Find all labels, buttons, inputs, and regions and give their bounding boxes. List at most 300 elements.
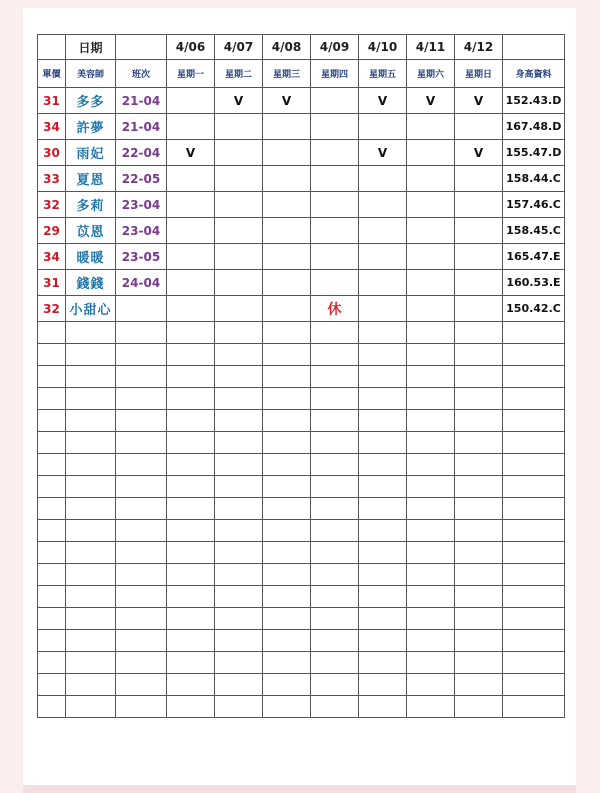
height-info-cell: 150.42.C <box>503 296 565 322</box>
empty-cell <box>311 366 359 388</box>
empty-cell <box>407 608 455 630</box>
empty-cell <box>503 630 565 652</box>
date-label: 日期 <box>66 35 116 60</box>
blank-info-date-cell <box>503 35 565 60</box>
empty-cell <box>167 520 215 542</box>
empty-cell <box>311 696 359 718</box>
day-mark-cell <box>215 296 263 322</box>
empty-cell <box>503 388 565 410</box>
price-cell: 29 <box>38 218 66 244</box>
day-mark-cell: V <box>455 88 503 114</box>
price-cell: 34 <box>38 114 66 140</box>
date-header-row <box>38 35 565 60</box>
empty-cell <box>38 344 66 366</box>
empty-cell <box>215 388 263 410</box>
stylist-name-cell: 夏恩 <box>66 166 116 192</box>
empty-cell <box>455 586 503 608</box>
empty-cell <box>311 410 359 432</box>
class-cell: 22-04 <box>116 140 167 166</box>
empty-cell <box>263 520 311 542</box>
price-cell: 34 <box>38 244 66 270</box>
empty-cell <box>455 630 503 652</box>
stylist-name-cell: 許夢 <box>66 114 116 140</box>
stylist-name-cell: 小甜心 <box>66 296 116 322</box>
empty-cell <box>503 696 565 718</box>
empty-cell <box>455 344 503 366</box>
empty-row <box>38 652 565 674</box>
empty-cell <box>455 454 503 476</box>
price-cell: 31 <box>38 270 66 296</box>
empty-cell <box>311 542 359 564</box>
height-info-cell: 165.47.E <box>503 244 565 270</box>
table-row <box>38 88 565 114</box>
empty-cell <box>311 520 359 542</box>
empty-cell <box>263 366 311 388</box>
day-mark-cell <box>455 244 503 270</box>
empty-row <box>38 608 565 630</box>
empty-cell <box>359 674 407 696</box>
day-mark-cell <box>215 192 263 218</box>
day-mark-cell <box>263 192 311 218</box>
day-mark-cell <box>407 218 455 244</box>
blank-class-date-cell <box>116 35 167 60</box>
day-mark-cell <box>311 192 359 218</box>
day-mark-cell <box>215 140 263 166</box>
height-info-cell: 155.47.D <box>503 140 565 166</box>
empty-cell <box>503 520 565 542</box>
height-info-cell: 157.46.C <box>503 192 565 218</box>
height-info-cell: 167.48.D <box>503 114 565 140</box>
empty-cell <box>38 432 66 454</box>
empty-cell <box>263 388 311 410</box>
price-cell: 31 <box>38 88 66 114</box>
empty-cell <box>455 696 503 718</box>
class-header: 班次 <box>116 60 167 88</box>
empty-cell <box>359 652 407 674</box>
day-mark-cell <box>311 244 359 270</box>
stylist-name-cell: 多多 <box>66 88 116 114</box>
class-cell: 21-04 <box>116 88 167 114</box>
weekday-header: 星期五 <box>359 60 407 88</box>
empty-cell <box>503 432 565 454</box>
empty-cell <box>167 652 215 674</box>
empty-cell <box>167 410 215 432</box>
weekday-header: 星期二 <box>215 60 263 88</box>
day-mark-cell <box>455 296 503 322</box>
empty-cell <box>38 586 66 608</box>
empty-cell <box>116 520 167 542</box>
empty-cell <box>66 696 116 718</box>
day-mark-cell <box>167 192 215 218</box>
empty-cell <box>263 564 311 586</box>
empty-row <box>38 344 565 366</box>
empty-cell <box>503 542 565 564</box>
empty-cell <box>215 696 263 718</box>
empty-cell <box>311 344 359 366</box>
day-mark-cell <box>167 88 215 114</box>
day-mark-cell: V <box>359 88 407 114</box>
empty-cell <box>38 564 66 586</box>
empty-cell <box>407 388 455 410</box>
empty-cell <box>503 344 565 366</box>
day-mark-cell <box>167 218 215 244</box>
empty-cell <box>503 498 565 520</box>
empty-row <box>38 454 565 476</box>
empty-row <box>38 322 565 344</box>
empty-cell <box>215 454 263 476</box>
empty-cell <box>38 322 66 344</box>
table-row <box>38 192 565 218</box>
empty-cell <box>38 608 66 630</box>
day-mark-cell <box>407 296 455 322</box>
empty-cell <box>66 674 116 696</box>
empty-cell <box>311 564 359 586</box>
date-cell: 4/09 <box>311 35 359 60</box>
empty-cell <box>359 564 407 586</box>
empty-cell <box>407 454 455 476</box>
blank-corner-cell <box>38 35 66 60</box>
empty-cell <box>359 630 407 652</box>
day-mark-cell: V <box>455 140 503 166</box>
empty-cell <box>263 454 311 476</box>
empty-row <box>38 674 565 696</box>
date-cell: 4/07 <box>215 35 263 60</box>
empty-cell <box>116 630 167 652</box>
table-row <box>38 114 565 140</box>
empty-cell <box>407 696 455 718</box>
empty-cell <box>455 564 503 586</box>
table-row <box>38 244 565 270</box>
empty-cell <box>311 432 359 454</box>
empty-cell <box>455 410 503 432</box>
empty-cell <box>116 410 167 432</box>
day-mark-cell <box>311 114 359 140</box>
empty-cell <box>66 542 116 564</box>
empty-cell <box>66 476 116 498</box>
date-cell-saturday: 4/11 <box>407 35 455 60</box>
day-mark-cell <box>263 166 311 192</box>
empty-row <box>38 542 565 564</box>
empty-cell <box>167 366 215 388</box>
empty-cell <box>215 652 263 674</box>
class-cell: 23-04 <box>116 192 167 218</box>
empty-cell <box>455 366 503 388</box>
empty-cell <box>455 322 503 344</box>
empty-cell <box>167 322 215 344</box>
empty-cell <box>359 608 407 630</box>
empty-cell <box>263 630 311 652</box>
empty-cell <box>116 498 167 520</box>
empty-cell <box>455 388 503 410</box>
day-mark-cell <box>263 114 311 140</box>
day-mark-cell <box>311 166 359 192</box>
empty-cell <box>359 520 407 542</box>
empty-cell <box>359 454 407 476</box>
empty-cell <box>167 696 215 718</box>
empty-cell <box>116 476 167 498</box>
day-mark-cell <box>407 140 455 166</box>
day-mark-cell <box>167 296 215 322</box>
empty-cell <box>503 564 565 586</box>
height-info-cell: 160.53.E <box>503 270 565 296</box>
class-cell: 21-04 <box>116 114 167 140</box>
empty-cell <box>263 696 311 718</box>
day-mark-cell <box>167 166 215 192</box>
empty-cell <box>455 432 503 454</box>
empty-cell <box>263 410 311 432</box>
day-mark-cell <box>263 270 311 296</box>
empty-cell <box>263 476 311 498</box>
empty-cell <box>407 476 455 498</box>
empty-cell <box>311 498 359 520</box>
empty-cell <box>455 498 503 520</box>
rest-day-cell: 休 <box>311 296 359 322</box>
empty-cell <box>407 542 455 564</box>
date-cell: 4/06 <box>167 35 215 60</box>
stylist-name-cell: 苡恩 <box>66 218 116 244</box>
day-mark-cell <box>311 140 359 166</box>
day-mark-cell: V <box>215 88 263 114</box>
weekday-header: 星期四 <box>311 60 359 88</box>
empty-cell <box>359 344 407 366</box>
empty-cell <box>167 498 215 520</box>
empty-cell <box>263 498 311 520</box>
stylist-name-cell: 暖暖 <box>66 244 116 270</box>
empty-cell <box>38 454 66 476</box>
stylist-name-cell: 雨妃 <box>66 140 116 166</box>
empty-cell <box>167 674 215 696</box>
empty-cell <box>503 366 565 388</box>
empty-cell <box>455 542 503 564</box>
day-mark-cell <box>215 166 263 192</box>
empty-cell <box>503 674 565 696</box>
empty-cell <box>455 652 503 674</box>
empty-cell <box>116 432 167 454</box>
table-row <box>38 296 565 322</box>
class-cell: 23-04 <box>116 218 167 244</box>
day-mark-cell <box>359 296 407 322</box>
empty-cell <box>167 476 215 498</box>
empty-cell <box>38 542 66 564</box>
empty-cell <box>263 344 311 366</box>
empty-cell <box>407 586 455 608</box>
empty-cell <box>38 410 66 432</box>
empty-cell <box>116 344 167 366</box>
day-mark-cell <box>407 114 455 140</box>
empty-cell <box>263 586 311 608</box>
day-mark-cell <box>455 270 503 296</box>
empty-cell <box>116 366 167 388</box>
empty-cell <box>66 454 116 476</box>
empty-cell <box>503 454 565 476</box>
empty-cell <box>503 608 565 630</box>
empty-cell <box>311 652 359 674</box>
day-mark-cell <box>215 244 263 270</box>
empty-cell <box>311 388 359 410</box>
empty-cell <box>38 520 66 542</box>
empty-cell <box>116 696 167 718</box>
empty-cell <box>38 674 66 696</box>
empty-cell <box>503 410 565 432</box>
empty-row <box>38 410 565 432</box>
empty-cell <box>66 366 116 388</box>
empty-row <box>38 564 565 586</box>
class-cell: 23-05 <box>116 244 167 270</box>
day-mark-cell <box>455 114 503 140</box>
weekday-header: 星期三 <box>263 60 311 88</box>
day-mark-cell <box>407 270 455 296</box>
info-header: 身高資料 <box>503 60 565 88</box>
stylist-header: 美容師 <box>66 60 116 88</box>
empty-cell <box>66 498 116 520</box>
empty-cell <box>215 608 263 630</box>
column-header-row <box>38 60 565 88</box>
empty-cell <box>215 410 263 432</box>
empty-cell <box>215 542 263 564</box>
empty-cell <box>38 388 66 410</box>
price-cell: 32 <box>38 192 66 218</box>
empty-cell <box>167 388 215 410</box>
empty-cell <box>359 388 407 410</box>
date-cell-sunday: 4/12 <box>455 35 503 60</box>
empty-cell <box>66 520 116 542</box>
empty-cell <box>263 652 311 674</box>
empty-cell <box>38 476 66 498</box>
day-mark-cell <box>359 244 407 270</box>
table-row <box>38 218 565 244</box>
empty-cell <box>215 476 263 498</box>
empty-row <box>38 388 565 410</box>
empty-cell <box>116 388 167 410</box>
empty-cell <box>407 674 455 696</box>
empty-row <box>38 696 565 718</box>
empty-cell <box>503 476 565 498</box>
day-mark-cell <box>263 296 311 322</box>
empty-cell <box>66 344 116 366</box>
empty-cell <box>407 520 455 542</box>
empty-cell <box>215 322 263 344</box>
empty-cell <box>215 520 263 542</box>
empty-cell <box>455 476 503 498</box>
empty-row <box>38 630 565 652</box>
empty-cell <box>311 630 359 652</box>
empty-cell <box>311 454 359 476</box>
empty-cell <box>407 410 455 432</box>
day-mark-cell <box>263 244 311 270</box>
empty-cell <box>359 542 407 564</box>
empty-cell <box>359 432 407 454</box>
empty-cell <box>407 498 455 520</box>
price-cell: 32 <box>38 296 66 322</box>
day-mark-cell <box>311 270 359 296</box>
empty-cell <box>215 366 263 388</box>
empty-cell <box>66 432 116 454</box>
empty-cell <box>66 652 116 674</box>
empty-cell <box>167 454 215 476</box>
day-mark-cell: V <box>167 140 215 166</box>
empty-cell <box>66 564 116 586</box>
empty-cell <box>66 410 116 432</box>
day-mark-cell <box>359 192 407 218</box>
class-cell <box>116 296 167 322</box>
day-mark-cell: V <box>263 88 311 114</box>
empty-cell <box>263 322 311 344</box>
empty-cell <box>38 366 66 388</box>
empty-cell <box>407 366 455 388</box>
table-row <box>38 166 565 192</box>
empty-cell <box>503 652 565 674</box>
day-mark-cell <box>167 114 215 140</box>
empty-cell <box>263 432 311 454</box>
day-mark-cell <box>359 166 407 192</box>
empty-cell <box>167 586 215 608</box>
empty-row <box>38 366 565 388</box>
empty-cell <box>215 674 263 696</box>
empty-cell <box>116 454 167 476</box>
empty-cell <box>66 586 116 608</box>
date-cell: 4/08 <box>263 35 311 60</box>
empty-cell <box>455 674 503 696</box>
day-mark-cell <box>407 192 455 218</box>
stylist-name-cell: 多莉 <box>66 192 116 218</box>
day-mark-cell <box>359 114 407 140</box>
date-cell: 4/10 <box>359 35 407 60</box>
day-mark-cell <box>455 166 503 192</box>
empty-cell <box>311 322 359 344</box>
page-bottom-edge <box>23 785 576 793</box>
empty-cell <box>503 322 565 344</box>
empty-cell <box>263 608 311 630</box>
day-mark-cell: V <box>407 88 455 114</box>
empty-cell <box>167 564 215 586</box>
empty-cell <box>215 498 263 520</box>
empty-cell <box>359 586 407 608</box>
empty-cell <box>311 674 359 696</box>
day-mark-cell <box>407 244 455 270</box>
empty-cell <box>116 542 167 564</box>
empty-cell <box>359 410 407 432</box>
empty-cell <box>116 586 167 608</box>
weekday-header-sunday: 星期日 <box>455 60 503 88</box>
price-header: 單價 <box>38 60 66 88</box>
empty-cell <box>215 432 263 454</box>
empty-cell <box>116 674 167 696</box>
empty-cell <box>167 542 215 564</box>
day-mark-cell <box>215 218 263 244</box>
weekday-header: 星期一 <box>167 60 215 88</box>
day-mark-cell: V <box>359 140 407 166</box>
empty-cell <box>311 586 359 608</box>
empty-cell <box>359 322 407 344</box>
empty-cell <box>215 586 263 608</box>
class-cell: 22-05 <box>116 166 167 192</box>
empty-cell <box>311 476 359 498</box>
empty-cell <box>503 586 565 608</box>
empty-cell <box>359 696 407 718</box>
height-info-cell: 158.45.C <box>503 218 565 244</box>
empty-cell <box>66 388 116 410</box>
day-mark-cell <box>215 114 263 140</box>
empty-cell <box>66 608 116 630</box>
empty-cell <box>455 520 503 542</box>
empty-cell <box>407 652 455 674</box>
price-cell: 33 <box>38 166 66 192</box>
schedule-table <box>37 34 565 718</box>
empty-cell <box>66 322 116 344</box>
table-row <box>38 270 565 296</box>
empty-cell <box>359 476 407 498</box>
height-info-cell: 152.43.D <box>503 88 565 114</box>
